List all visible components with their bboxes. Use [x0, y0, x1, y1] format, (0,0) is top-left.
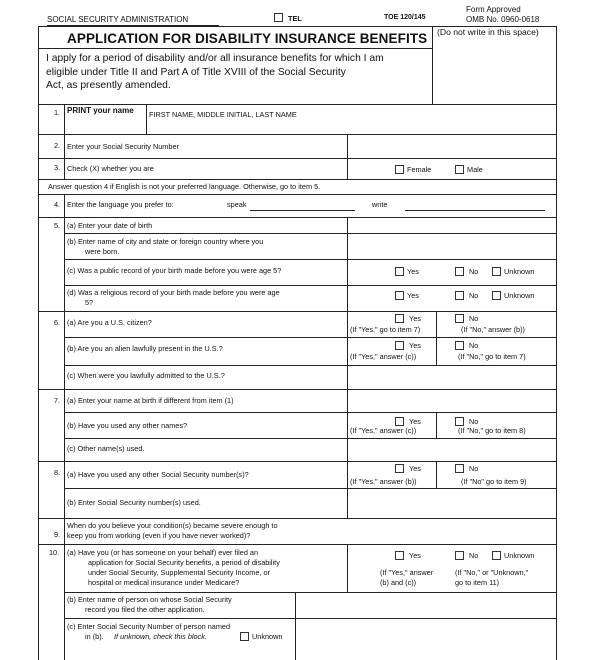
q5d-no-label: No — [469, 291, 479, 300]
q10c-unknown-hint: If unknown, check this block. — [114, 632, 207, 641]
tel-checkbox[interactable] — [274, 13, 283, 22]
q8a-no-checkbox[interactable] — [455, 464, 464, 473]
q5d-no-checkbox[interactable] — [455, 291, 464, 300]
q7b-no-checkbox[interactable] — [455, 417, 464, 426]
q5a-label: (a) Enter your date of birth — [67, 221, 153, 230]
q6a-yes-label: Yes — [409, 314, 421, 323]
disability-onset-field[interactable] — [348, 519, 555, 543]
q10b-label-2: record you filed the other application. — [85, 605, 205, 614]
q10a-no-instruction-1: (If "No," or "Unknown," — [455, 568, 529, 577]
q7b-yes-instruction: (If "Yes," answer (c)) — [350, 426, 417, 435]
q8a-yes-checkbox[interactable] — [395, 464, 404, 473]
q5c-label: (c) Was a public record of your birth made before you were age 5? — [67, 266, 282, 275]
speak-line[interactable] — [250, 210, 355, 211]
q8a-yes-label: Yes — [409, 464, 421, 473]
item-number-3: 3. — [54, 163, 61, 172]
q10c-unknown-label: Unknown — [252, 632, 283, 641]
form-code: TOE 120/145 — [384, 14, 426, 21]
q10a-unknown-label: Unknown — [504, 551, 535, 560]
intro-line-2: eligible under Title II and Part A of Title XVIII of the Social Security — [46, 66, 346, 78]
q7b-label: (b) Have you used any other names? — [67, 421, 188, 430]
q9-label-1: When do you believe your condition(s) became severe enough to — [67, 521, 278, 530]
birth-place-field[interactable] — [348, 234, 555, 258]
q5b-label-1: (b) Enter name of city and state or foreign country where you — [67, 237, 264, 246]
item-number-9: 9. — [54, 530, 61, 539]
q7c-label: (c) Other name(s) used. — [67, 444, 145, 453]
q8b-label: (b) Enter Social Security number(s) used. — [67, 498, 201, 507]
form-title: APPLICATION FOR DISABILITY INSURANCE BENEFITS — [67, 31, 428, 46]
q10a-yes-instruction-1: (If "Yes," answer — [380, 568, 434, 577]
q7b-yes-checkbox[interactable] — [395, 417, 404, 426]
male-label: Male — [467, 165, 483, 174]
q10a-no-checkbox[interactable] — [455, 551, 464, 560]
ssn-label: Enter your Social Security Number — [67, 142, 179, 151]
agency-name: SOCIAL SECURITY ADMINISTRATION — [47, 15, 189, 24]
q6b-yes-label: Yes — [409, 341, 421, 350]
item-number-6: 6. — [54, 318, 61, 327]
q10a-label-4: hospital or medical insurance under Medicare? — [88, 578, 240, 587]
birth-date-field[interactable] — [348, 218, 555, 232]
item-number-2: 2. — [54, 141, 61, 150]
other-names-field[interactable] — [348, 439, 555, 460]
q10c-unknown-checkbox[interactable] — [240, 632, 249, 641]
q8a-yes-instruction: (If "Yes," answer (b)) — [350, 477, 417, 486]
q6a-yes-checkbox[interactable] — [395, 314, 404, 323]
form-approved: Form Approved — [466, 5, 521, 14]
other-ssn-number-field[interactable] — [296, 619, 555, 659]
q6c-label: (c) When were you lawfully admitted to the U.S.? — [67, 371, 225, 380]
male-checkbox[interactable] — [455, 165, 464, 174]
q8a-label: (a) Have you used any other Social Security number(s)? — [67, 470, 249, 479]
q7b-no-instruction: (If "No," go to item 8) — [458, 426, 526, 435]
q7b-yes-label: Yes — [409, 417, 421, 426]
q10a-no-label: No — [469, 551, 479, 560]
birth-name-field[interactable] — [348, 390, 555, 411]
q10a-yes-checkbox[interactable] — [395, 551, 404, 560]
language-label: Enter the language you prefer to: — [67, 200, 174, 209]
q6a-no-label: No — [469, 314, 479, 323]
q6a-label: (a) Are you a U.S. citizen? — [67, 318, 152, 327]
q5d-yes-label: Yes — [407, 291, 419, 300]
q6b-no-checkbox[interactable] — [455, 341, 464, 350]
intro-line-1: I apply for a period of disability and/or all insurance benefits for which I am — [46, 53, 384, 64]
q5d-unknown-checkbox[interactable] — [492, 291, 501, 300]
q10a-unknown-checkbox[interactable] — [492, 551, 501, 560]
q6b-no-instruction: (If "No," go to item 7) — [458, 352, 526, 361]
tel-label: TEL — [288, 14, 302, 23]
q5c-yes-checkbox[interactable] — [395, 267, 404, 276]
q5c-no-checkbox[interactable] — [455, 267, 464, 276]
q5b-label-2: were born. — [85, 247, 120, 256]
q6a-no-checkbox[interactable] — [455, 314, 464, 323]
item-number-1: 1. — [54, 108, 61, 117]
speak-label: speak — [227, 200, 247, 209]
sex-label: Check (X) whether you are — [67, 164, 154, 173]
q7b-no-label: No — [469, 417, 479, 426]
q5c-unknown-label: Unknown — [504, 267, 535, 276]
q5c-yes-label: Yes — [407, 267, 419, 276]
item-number-10: 10. — [49, 548, 60, 557]
q9-label-2: keep you from working (even if you have never worked)? — [67, 531, 251, 540]
q5d-label-1: (d) Was a religious record of your birth made before you were age — [67, 288, 280, 297]
q6b-yes-instruction: (If "Yes," answer (c)) — [350, 352, 417, 361]
name-field[interactable] — [147, 105, 555, 133]
q8a-no-instruction: (If "No" go to item 9) — [461, 477, 527, 486]
q5c-unknown-checkbox[interactable] — [492, 267, 501, 276]
q6b-yes-checkbox[interactable] — [395, 341, 404, 350]
q10a-label-2: application for Social Security benefits, a period of disability — [88, 558, 280, 567]
q10c-label-1: (c) Enter Social Security Number of person named — [67, 622, 231, 631]
q6b-no-label: No — [469, 341, 479, 350]
omb-number: OMB No. 0960-0618 — [466, 15, 540, 24]
q10c-label-2: in (b). — [85, 632, 104, 641]
english-note: Answer question 4 if English is not your preferred language. Otherwise, go to item 5. — [48, 182, 321, 191]
q6b-label: (b) Are you an alien lawfully present in the U.S.? — [67, 344, 223, 353]
q6a-yes-instruction: (If "Yes," go to item 7) — [350, 325, 421, 334]
q10a-yes-instruction-2: (b) and (c)) — [380, 578, 417, 587]
q5d-yes-checkbox[interactable] — [395, 291, 404, 300]
ssn-field[interactable] — [348, 135, 555, 157]
q10a-label-1: (a) Have you (or has someone on your behalf) ever filed an — [67, 548, 259, 557]
q10a-label-3: under Social Security, Supplemental Security Income, or — [88, 568, 270, 577]
write-label: write — [372, 200, 388, 209]
q5d-unknown-label: Unknown — [504, 291, 535, 300]
q10a-yes-label: Yes — [409, 551, 421, 560]
q5d-label-2: 5? — [85, 298, 94, 307]
q10a-no-instruction-2: go to item 11) — [455, 578, 500, 587]
item-number-5: 5. — [54, 221, 61, 230]
intro-line-3: Act, as presently amended. — [46, 80, 171, 91]
other-application-name-field[interactable] — [296, 593, 555, 617]
item-number-4: 4. — [54, 200, 61, 209]
female-checkbox[interactable] — [395, 165, 404, 174]
write-line[interactable] — [405, 210, 545, 211]
name-hint: FIRST NAME, MIDDLE INITIAL, LAST NAME — [149, 110, 297, 119]
item-number-7: 7. — [54, 396, 61, 405]
female-label: Female — [407, 165, 432, 174]
q8a-no-label: No — [469, 464, 479, 473]
q7a-label: (a) Enter your name at birth if different from item (1) — [67, 396, 234, 405]
print-name-label: PRINT your name — [67, 106, 134, 115]
admission-date-field[interactable] — [348, 366, 555, 388]
q5c-no-label: No — [469, 267, 479, 276]
q10b-label-1: (b) Enter name of person on whose Social Security — [67, 595, 232, 604]
q6a-no-instruction: (If "No," answer (b)) — [461, 325, 525, 334]
other-ssn-field[interactable] — [348, 489, 555, 517]
do-not-write-note: (Do not write in this space) — [437, 27, 539, 37]
item-number-8: 8. — [54, 468, 61, 477]
